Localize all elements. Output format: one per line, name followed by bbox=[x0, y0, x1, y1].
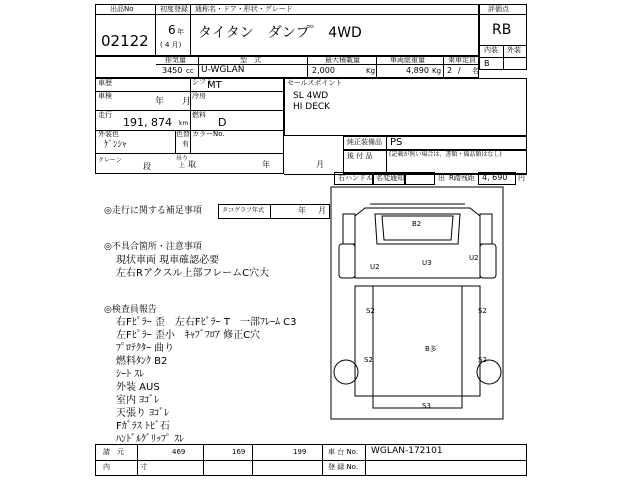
mark-s2-right-lower: S2 bbox=[478, 356, 487, 364]
sales-line-2: HI DECK bbox=[293, 102, 331, 112]
mileage-value: 191, 874 bbox=[123, 116, 172, 129]
displacement-value: 3450 bbox=[162, 66, 183, 75]
defect-item: 左右Rアクスル上部フレームC穴大 bbox=[116, 268, 270, 279]
ext-color-label: 外装色 bbox=[98, 130, 119, 138]
notice-label: 名変通知 bbox=[376, 174, 404, 182]
crane-pos: 取 bbox=[188, 160, 196, 169]
supplement-title: ◎走行に関する補足事項 bbox=[104, 206, 202, 216]
crane-label: クレーン bbox=[98, 157, 122, 164]
capacity-value: 2 bbox=[447, 66, 453, 75]
inspector-title: ◎検査員報告 bbox=[104, 305, 157, 315]
color-number-label: カラーNo. bbox=[192, 130, 225, 138]
tacho-year: 年 bbox=[298, 206, 306, 215]
distance-unit: 円 bbox=[518, 174, 525, 182]
notice-value-box bbox=[405, 172, 435, 185]
lot-label: 出品No bbox=[110, 5, 134, 13]
car-name: タイタン ダンプ゜ 4WD bbox=[198, 25, 362, 41]
defect-item: 現状車両 現車確認必要 bbox=[116, 255, 220, 266]
inspector-line: ﾊﾝﾄﾞﾙｸﾞﾘｯﾌﾟ ｽﾚ bbox=[116, 434, 185, 445]
gross-weight-value: 4,890 bbox=[406, 66, 429, 75]
mirror-left bbox=[343, 214, 355, 244]
capacity-label: 乗車定員 bbox=[448, 56, 476, 64]
first-reg-label: 初度登録 bbox=[160, 5, 188, 13]
crane-up: 上 bbox=[179, 162, 186, 169]
max-load-unit: Kg bbox=[366, 67, 376, 75]
chassis-value: WGLAN-172101 bbox=[371, 446, 443, 456]
capacity-sep: / bbox=[458, 66, 461, 75]
max-load-label: 最大積載量 bbox=[325, 56, 360, 64]
gross-weight-label: 車両総重量 bbox=[390, 56, 425, 64]
claim-value-2: 169 bbox=[232, 448, 246, 456]
crane-month: 月 bbox=[316, 160, 324, 169]
shift-value: MT bbox=[207, 80, 222, 91]
body-left-side bbox=[355, 286, 373, 396]
tacho-month: 月 bbox=[318, 206, 326, 215]
equipment-label: 純正装備品 bbox=[347, 138, 382, 146]
internal-label: 内 寸 bbox=[103, 463, 148, 471]
tacho-label: タコグラフ年式 bbox=[222, 207, 265, 214]
inspector-line: 外装 AUS bbox=[116, 382, 160, 393]
fuel-label: 燃料 bbox=[192, 111, 206, 119]
inspector-line: ｼｰﾄ ｽﾚ bbox=[116, 369, 145, 380]
sales-line-1: SL 4WD bbox=[293, 91, 329, 101]
reg-year-unit: 年 bbox=[177, 28, 184, 36]
inspector-line: 燃料ﾀﾝｸ B2 bbox=[116, 356, 168, 367]
reg-year: 6 bbox=[168, 23, 176, 37]
defects-title: ◎不具合箇所・注意事項 bbox=[104, 242, 202, 252]
capacity-unit: 名 bbox=[472, 67, 479, 75]
color-change-label: 色替 bbox=[176, 130, 190, 138]
claim-value-1: 469 bbox=[172, 448, 186, 456]
truck-damage-diagram bbox=[330, 186, 505, 420]
mark-u3: U3 bbox=[422, 259, 432, 267]
claim-value-3: 199 bbox=[293, 448, 307, 456]
rear-gate bbox=[373, 396, 462, 408]
cargo-bed bbox=[373, 286, 462, 396]
interior-label: 内装 bbox=[484, 46, 498, 54]
lot-number: 02122 bbox=[101, 32, 149, 50]
mark-b-multi: B多 bbox=[425, 345, 437, 353]
gross-weight-unit: Kg bbox=[432, 67, 442, 75]
max-load-value: 2,000 bbox=[312, 66, 335, 75]
mark-s2-left-upper: S2 bbox=[366, 307, 375, 315]
sales-label: セールスポイント bbox=[287, 79, 343, 87]
remarks-label: 後 付 品 bbox=[347, 152, 373, 160]
handle-label: 右ハンドル bbox=[338, 174, 373, 182]
model-value: U-WGLAN bbox=[201, 65, 245, 75]
inspector-line: Fｶﾞﾗｽ ﾄﾋﾞ石 bbox=[116, 421, 170, 432]
inspector-line: 室内 ﾖｺﾞﾚ bbox=[116, 395, 160, 406]
rear-wheel-left bbox=[334, 360, 358, 384]
body-right-side bbox=[462, 286, 480, 396]
exterior-label: 外装 bbox=[507, 46, 521, 54]
distance-label: R踏残距 bbox=[449, 174, 475, 182]
displacement-label: 排気量 bbox=[165, 56, 186, 64]
distance-value: 4, 690 bbox=[482, 173, 508, 182]
claim-label: 請 元 bbox=[103, 448, 124, 456]
front-wheel-left bbox=[339, 244, 355, 278]
inspection-value: 年 月 bbox=[155, 97, 192, 107]
interior-grade: B bbox=[484, 59, 490, 68]
inspector-line: 右Fﾋﾟﾗｰ 歪 左右Fﾋﾟﾗｰ T 一部ﾌﾚｰﾑ C3 bbox=[116, 317, 297, 328]
color-change-value: 有 bbox=[182, 140, 189, 148]
name-label: 通称名・ドア・形状・グレード bbox=[195, 5, 293, 13]
crane-year: 年 bbox=[262, 160, 270, 169]
ac-label: 冷房 bbox=[192, 92, 206, 100]
inspector-line: 左Fﾋﾟﾗｰ 歪小 ｷｬﾌﾞﾌﾛｱ 修正C穴 bbox=[116, 330, 261, 341]
inspector-line: ﾌﾟﾛﾃｸﾀｰ 曲り bbox=[116, 343, 175, 354]
crane-hanging: 吊り bbox=[176, 155, 189, 162]
mark-b2-front: B2 bbox=[412, 220, 422, 228]
inspector-line: 天張り ﾖｺﾞﾚ bbox=[116, 408, 170, 419]
eval-score: RB bbox=[492, 22, 512, 38]
front-wheel-right bbox=[480, 244, 496, 278]
chassis-label: 車 台 No. bbox=[328, 448, 359, 456]
car-type-label: 車歴 bbox=[98, 79, 112, 87]
mark-u2-left: U2 bbox=[370, 263, 380, 271]
ext-color-value: ｹﾞﾝｼｬ bbox=[104, 140, 127, 150]
remarks-note: (記載が無い場合は、書類・備品類はなし) bbox=[389, 151, 502, 158]
km-unit: km bbox=[179, 120, 189, 127]
mileage-label: 走行 bbox=[98, 111, 112, 119]
mark-u2-right: U2 bbox=[469, 254, 479, 262]
notice-kind: 出 bbox=[438, 174, 445, 182]
eval-label: 評価点 bbox=[488, 5, 509, 13]
mirror-right bbox=[480, 214, 492, 244]
reg-month: ( 4 月) bbox=[160, 41, 182, 49]
shift-label: シフト bbox=[192, 78, 213, 86]
mark-s3: S3 bbox=[422, 402, 431, 410]
model-label: 型 式 bbox=[240, 56, 261, 64]
reg-number-label: 登 録 No. bbox=[328, 463, 359, 471]
mark-s2-left-lower: S2 bbox=[364, 356, 373, 364]
inspection-label: 車検 bbox=[98, 92, 112, 100]
cc-unit: cc bbox=[186, 67, 194, 75]
crane-stage: 段 bbox=[143, 162, 151, 171]
mark-s2-right-upper: S2 bbox=[478, 307, 487, 315]
equipment-value: PS bbox=[390, 137, 403, 148]
fuel-value: D bbox=[218, 116, 227, 129]
